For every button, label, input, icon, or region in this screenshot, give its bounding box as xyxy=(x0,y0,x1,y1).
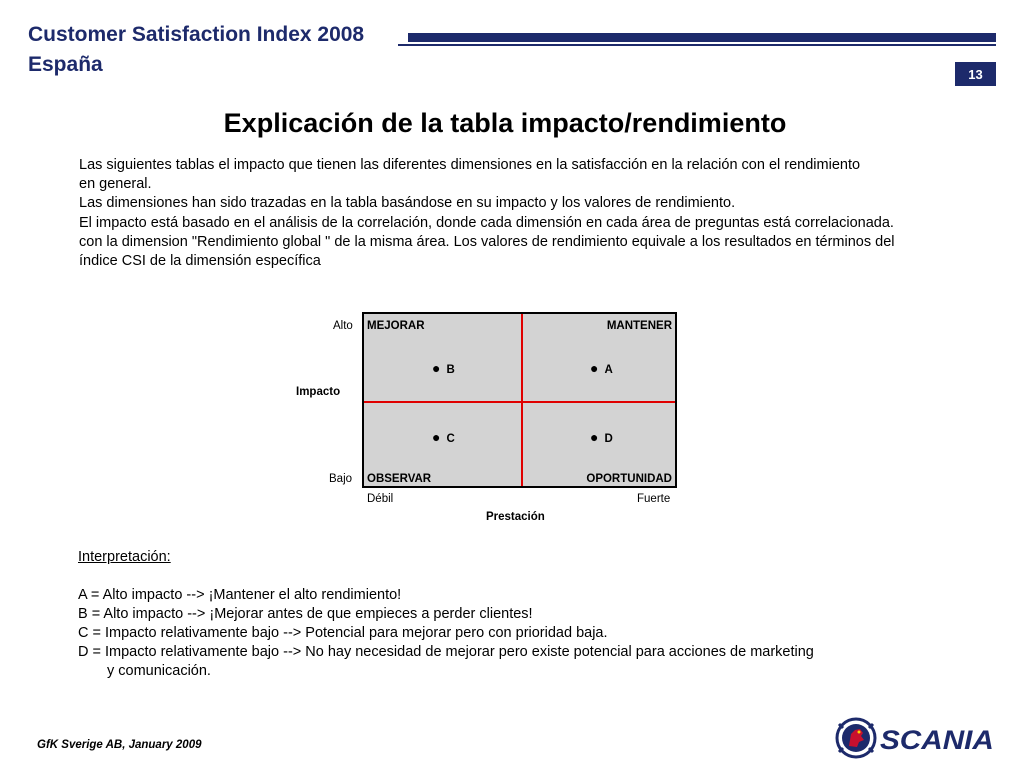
point-label: C xyxy=(446,433,455,445)
footer-credit: GfK Sverige AB, January 2009 xyxy=(37,739,202,751)
intro-line: Las siguientes tablas el impacto que tienen las diferentes dimensiones en la satisfacción en la relación con el rendimiento xyxy=(79,157,861,173)
page-number-badge: 13 xyxy=(955,62,996,86)
point-label: D xyxy=(604,433,613,445)
report-subtitle: España xyxy=(28,53,103,76)
point-label: A xyxy=(604,364,613,376)
intro-line: Las dimensiones han sido trazadas en la tabla basándose en su impacto y los valores de rendimiento. xyxy=(79,195,736,212)
interpretation-line: C = Impacto relativamente bajo --> Potencial para mejorar pero con prioridad baja. xyxy=(78,625,608,641)
intro-paragraph xyxy=(79,156,999,271)
intro-line: en general. xyxy=(79,176,152,193)
bullet-icon: ● xyxy=(432,429,441,445)
point-label: B xyxy=(446,364,455,376)
intro-line: con la dimension "Rendimiento global " de la misma área. Los valores de rendimiento equivale a los resultados en términos del xyxy=(79,233,895,250)
impact-performance-matrix xyxy=(362,312,677,488)
header-bar-thin xyxy=(398,44,996,46)
x-axis-title: Prestación xyxy=(486,511,545,523)
header-bar xyxy=(408,33,996,42)
quadrant-label-oportunidad: OPORTUNIDAD xyxy=(586,473,672,485)
quadrant-label-mejorar: MEJORAR xyxy=(367,320,425,332)
interpretation-line: A = Alto impacto --> ¡Mantener el alto rendimiento! xyxy=(78,587,402,603)
x-axis-low-label: Débil xyxy=(367,493,394,505)
y-axis-low-label: Bajo xyxy=(329,473,353,485)
bullet-icon: ● xyxy=(590,360,599,376)
scania-wordmark: SCANIA xyxy=(880,725,994,755)
slide-title: Explicación de la tabla impacto/rendimiento xyxy=(223,108,787,138)
quadrant-label-observar: OBSERVAR xyxy=(367,473,432,485)
interpretation-heading: Interpretación: xyxy=(78,549,171,565)
scania-griffin-emblem-icon xyxy=(835,716,877,765)
y-axis-high-label: Alto xyxy=(333,320,353,332)
point-b xyxy=(432,360,455,376)
matrix-horizontal-divider xyxy=(364,401,675,403)
point-a xyxy=(590,360,613,376)
intro-line: El impacto está basado en el análisis de la correlación, donde cada dimensión en cada área de preguntas está correlacionada. xyxy=(79,214,894,231)
interpretation-line: D = Impacto relativamente bajo --> No hay necesidad de mejorar pero existe potencial para acciones de marketing xyxy=(78,644,814,660)
interpretation-line: B = Alto impacto --> ¡Mejorar antes de que empieces a perder clientes! xyxy=(78,606,533,622)
point-d xyxy=(590,429,613,445)
interpretation-section xyxy=(78,548,978,681)
point-c xyxy=(432,429,455,445)
quadrant-label-mantener: MANTENER xyxy=(606,320,672,332)
report-title: Customer Satisfaction Index 2008 xyxy=(28,23,365,46)
bullet-icon: ● xyxy=(432,360,441,376)
x-axis-high-label: Fuerte xyxy=(637,493,671,505)
interpretation-continuation: y comunicación. xyxy=(107,663,211,679)
bullet-icon: ● xyxy=(590,429,599,445)
y-axis-title: Impacto xyxy=(296,386,341,398)
matrix-vertical-divider xyxy=(521,314,523,486)
intro-line: índice CSI de la dimensión específica xyxy=(79,253,321,270)
spacer xyxy=(78,567,978,586)
